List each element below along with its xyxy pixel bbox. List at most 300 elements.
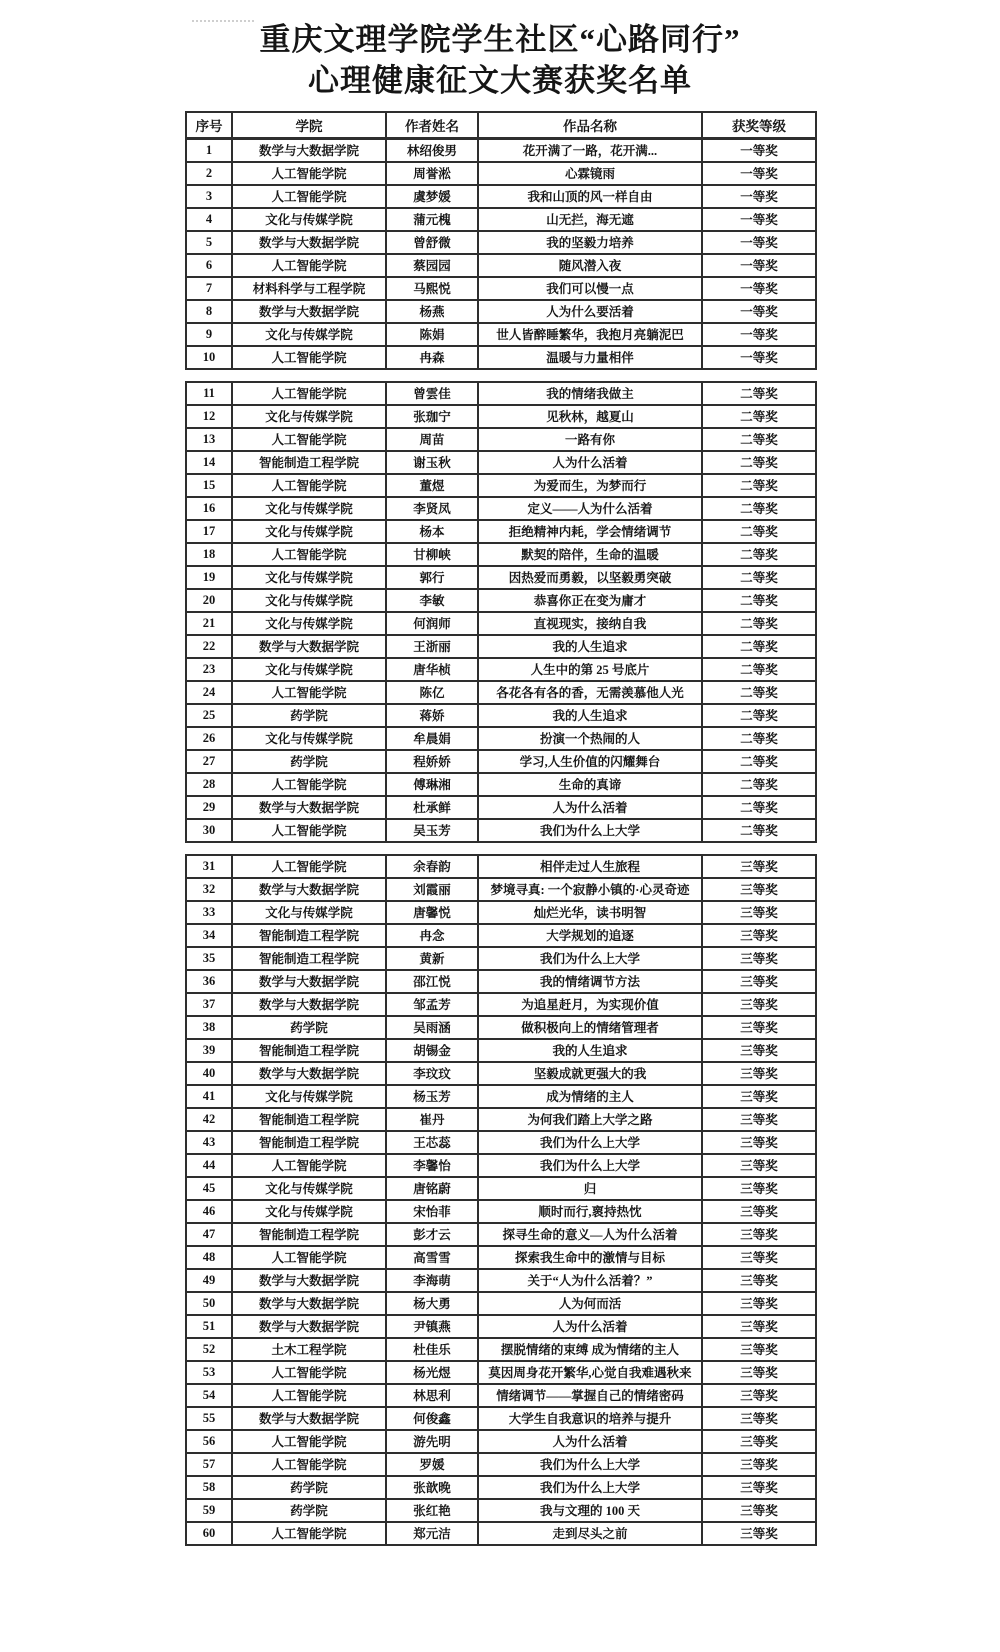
cell-college: 智能制造工程学院	[232, 924, 386, 947]
cell-author: 杨燕	[386, 300, 478, 323]
cell-college: 智能制造工程学院	[232, 451, 386, 474]
cell-college: 智能制造工程学院	[232, 947, 386, 970]
cell-award: 二等奖	[702, 773, 816, 796]
cell-college: 人工智能学院	[232, 1453, 386, 1476]
cell-title: 直视现实，接纳自我	[478, 612, 702, 635]
cell-index: 49	[186, 1269, 232, 1292]
cell-award: 三等奖	[702, 855, 816, 878]
cell-award: 三等奖	[702, 993, 816, 1016]
cell-award: 三等奖	[702, 1476, 816, 1499]
cell-college: 文化与传媒学院	[232, 323, 386, 346]
cell-college: 文化与传媒学院	[232, 901, 386, 924]
table-row	[186, 1522, 816, 1545]
cell-award: 二等奖	[702, 704, 816, 727]
table-row	[186, 185, 816, 208]
cell-award: 二等奖	[702, 796, 816, 819]
cell-award: 三等奖	[702, 1522, 816, 1545]
cell-author: 杜承鲜	[386, 796, 478, 819]
cell-author: 彭才云	[386, 1223, 478, 1246]
cell-award: 二等奖	[702, 681, 816, 704]
cell-award: 三等奖	[702, 1131, 816, 1154]
cell-award: 二等奖	[702, 566, 816, 589]
cell-college: 文化与传媒学院	[232, 208, 386, 231]
cell-index: 29	[186, 796, 232, 819]
cell-index: 5	[186, 231, 232, 254]
cell-college: 药学院	[232, 1499, 386, 1522]
table-row	[186, 346, 816, 369]
table-row	[186, 277, 816, 300]
cell-award: 二等奖	[702, 451, 816, 474]
cell-college: 文化与传媒学院	[232, 405, 386, 428]
table-row	[186, 405, 816, 428]
cell-title: 恭喜你正在变为庸才	[478, 589, 702, 612]
cell-college: 文化与传媒学院	[232, 1085, 386, 1108]
cell-author: 曾舒微	[386, 231, 478, 254]
cell-index: 7	[186, 277, 232, 300]
cell-college: 文化与传媒学院	[232, 727, 386, 750]
cell-college: 人工智能学院	[232, 474, 386, 497]
cell-author: 杨光煜	[386, 1361, 478, 1384]
cell-index: 19	[186, 566, 232, 589]
cell-author: 李贤凤	[386, 497, 478, 520]
cell-author: 刘霞丽	[386, 878, 478, 901]
cell-title: 顺时而行,褱持热忱	[478, 1200, 702, 1223]
table-row	[186, 254, 816, 277]
cell-award: 三等奖	[702, 1499, 816, 1522]
table-row	[186, 382, 816, 405]
cell-index: 34	[186, 924, 232, 947]
cell-index: 4	[186, 208, 232, 231]
cell-award: 三等奖	[702, 1292, 816, 1315]
cell-author: 李玟玟	[386, 1062, 478, 1085]
cell-author: 唐馨悦	[386, 901, 478, 924]
cell-title: 花开满了一路，花开满...	[478, 138, 702, 162]
cell-college: 数学与大数据学院	[232, 300, 386, 323]
table-row	[186, 1453, 816, 1476]
cell-index: 45	[186, 1177, 232, 1200]
cell-college: 数学与大数据学院	[232, 138, 386, 162]
cell-index: 58	[186, 1476, 232, 1499]
cell-author: 甘柳峡	[386, 543, 478, 566]
cell-award: 三等奖	[702, 947, 816, 970]
cell-title: 大学生自我意识的培养与提升	[478, 1407, 702, 1430]
cell-title: 成为情绪的主人	[478, 1085, 702, 1108]
cell-title: 情绪调节——掌握自己的情绪密码	[478, 1384, 702, 1407]
cell-index: 8	[186, 300, 232, 323]
header-cell-college: 学院	[232, 112, 386, 139]
cell-index: 20	[186, 589, 232, 612]
cell-college: 人工智能学院	[232, 382, 386, 405]
cell-author: 冉念	[386, 924, 478, 947]
cell-index: 36	[186, 970, 232, 993]
cell-college: 数学与大数据学院	[232, 970, 386, 993]
cell-award: 二等奖	[702, 750, 816, 773]
cell-author: 邵江悦	[386, 970, 478, 993]
cell-author: 马熙悦	[386, 277, 478, 300]
cell-title: 我的情绪调节方法	[478, 970, 702, 993]
cell-index: 3	[186, 185, 232, 208]
cell-title: 学习,人生价值的闪耀舞台	[478, 750, 702, 773]
cell-award: 三等奖	[702, 1338, 816, 1361]
cell-title: 一路有你	[478, 428, 702, 451]
cell-author: 蔡园园	[386, 254, 478, 277]
cell-college: 人工智能学院	[232, 185, 386, 208]
cell-author: 周苗	[386, 428, 478, 451]
table-row	[186, 658, 816, 681]
cell-award: 三等奖	[702, 1177, 816, 1200]
cell-award: 三等奖	[702, 1108, 816, 1131]
cell-author: 董煜	[386, 474, 478, 497]
cell-title: 生命的真谛	[478, 773, 702, 796]
cell-title: 走到尽头之前	[478, 1522, 702, 1545]
table-row	[186, 497, 816, 520]
cell-title: 人为什么要活着	[478, 300, 702, 323]
cell-title: 灿烂光华，读书明智	[478, 901, 702, 924]
cell-index: 26	[186, 727, 232, 750]
cell-college: 人工智能学院	[232, 855, 386, 878]
cell-award: 一等奖	[702, 162, 816, 185]
cell-title: 我的人生追求	[478, 704, 702, 727]
table-row	[186, 878, 816, 901]
cell-author: 唐铭蔚	[386, 1177, 478, 1200]
cell-award: 三等奖	[702, 1062, 816, 1085]
cell-college: 人工智能学院	[232, 543, 386, 566]
cell-index: 17	[186, 520, 232, 543]
cell-author: 何润师	[386, 612, 478, 635]
cell-index: 60	[186, 1522, 232, 1545]
cell-college: 智能制造工程学院	[232, 1039, 386, 1062]
cell-index: 52	[186, 1338, 232, 1361]
cell-author: 张红艳	[386, 1499, 478, 1522]
cell-index: 46	[186, 1200, 232, 1223]
cell-award: 二等奖	[702, 405, 816, 428]
award-table-section-3	[185, 854, 817, 1546]
table-row	[186, 138, 816, 162]
cell-author: 陈亿	[386, 681, 478, 704]
table-row	[186, 947, 816, 970]
cell-award: 二等奖	[702, 658, 816, 681]
table-row	[186, 543, 816, 566]
cell-college: 人工智能学院	[232, 1384, 386, 1407]
table-row	[186, 1361, 816, 1384]
cell-award: 三等奖	[702, 1430, 816, 1453]
award-tables	[185, 111, 815, 1546]
cell-author: 余春韵	[386, 855, 478, 878]
cell-college: 文化与传媒学院	[232, 658, 386, 681]
table-row	[186, 1476, 816, 1499]
table-row	[186, 1384, 816, 1407]
header-cell-index: 序号	[186, 112, 232, 139]
cell-index: 28	[186, 773, 232, 796]
cell-title: 为何我们踏上大学之路	[478, 1108, 702, 1131]
cell-college: 人工智能学院	[232, 681, 386, 704]
cell-index: 18	[186, 543, 232, 566]
cell-award: 二等奖	[702, 819, 816, 842]
cell-index: 1	[186, 138, 232, 162]
table-row	[186, 1062, 816, 1085]
cell-author: 林思利	[386, 1384, 478, 1407]
table-row	[186, 1338, 816, 1361]
cell-title: 我的情绪我做主	[478, 382, 702, 405]
cell-award: 三等奖	[702, 1039, 816, 1062]
cell-award: 三等奖	[702, 878, 816, 901]
cell-award: 三等奖	[702, 1361, 816, 1384]
table-row	[186, 901, 816, 924]
cell-index: 21	[186, 612, 232, 635]
table-row	[186, 162, 816, 185]
cell-title: 大学规划的追逐	[478, 924, 702, 947]
cell-index: 12	[186, 405, 232, 428]
table-row	[186, 1154, 816, 1177]
header-cell-author: 作者姓名	[386, 112, 478, 139]
cell-award: 二等奖	[702, 497, 816, 520]
cell-title: 因热爱而勇毅，以坚毅勇突破	[478, 566, 702, 589]
table-row	[186, 1016, 816, 1039]
table-row	[186, 993, 816, 1016]
cell-index: 41	[186, 1085, 232, 1108]
cell-college: 人工智能学院	[232, 1361, 386, 1384]
table-row	[186, 855, 816, 878]
cell-author: 蒋娇	[386, 704, 478, 727]
cell-title: 温暖与力量相伴	[478, 346, 702, 369]
cell-author: 李海萌	[386, 1269, 478, 1292]
cell-college: 人工智能学院	[232, 1522, 386, 1545]
table-row	[186, 1292, 816, 1315]
cell-award: 三等奖	[702, 1453, 816, 1476]
cell-college: 数学与大数据学院	[232, 878, 386, 901]
cell-title: 为追星赶月，为实现价值	[478, 993, 702, 1016]
page-title	[0, 0, 1000, 102]
cell-college: 土木工程学院	[232, 1338, 386, 1361]
cell-title: 我们可以慢一点	[478, 277, 702, 300]
cell-award: 二等奖	[702, 520, 816, 543]
cell-award: 二等奖	[702, 474, 816, 497]
cell-title: 人为什么活着	[478, 1315, 702, 1338]
cell-college: 数学与大数据学院	[232, 231, 386, 254]
cell-college: 药学院	[232, 750, 386, 773]
cell-title: 随风潜入夜	[478, 254, 702, 277]
cell-author: 崔丹	[386, 1108, 478, 1131]
cell-index: 23	[186, 658, 232, 681]
cell-author: 郭行	[386, 566, 478, 589]
cell-award: 三等奖	[702, 1407, 816, 1430]
cell-author: 林绍俊男	[386, 138, 478, 162]
table-row	[186, 1269, 816, 1292]
cell-title: 相伴走过人生旅程	[478, 855, 702, 878]
table-row	[186, 1246, 816, 1269]
cell-college: 数学与大数据学院	[232, 1062, 386, 1085]
cell-author: 王芯蕊	[386, 1131, 478, 1154]
cell-title: 我们为什么上大学	[478, 1131, 702, 1154]
cell-college: 数学与大数据学院	[232, 1407, 386, 1430]
cell-college: 数学与大数据学院	[232, 1315, 386, 1338]
cell-index: 38	[186, 1016, 232, 1039]
cell-author: 黄新	[386, 947, 478, 970]
table-row	[186, 300, 816, 323]
cell-author: 谢玉秋	[386, 451, 478, 474]
cell-college: 人工智能学院	[232, 254, 386, 277]
table-row	[186, 1223, 816, 1246]
cell-college: 文化与传媒学院	[232, 612, 386, 635]
cell-author: 吴雨涵	[386, 1016, 478, 1039]
table-row	[186, 970, 816, 993]
cell-author: 李敏	[386, 589, 478, 612]
table-row	[186, 428, 816, 451]
cell-index: 16	[186, 497, 232, 520]
cell-award: 三等奖	[702, 1246, 816, 1269]
cell-award: 一等奖	[702, 208, 816, 231]
cell-title: 人为何而活	[478, 1292, 702, 1315]
cell-college: 药学院	[232, 1476, 386, 1499]
cell-index: 50	[186, 1292, 232, 1315]
table-row	[186, 727, 816, 750]
cell-index: 30	[186, 819, 232, 842]
cell-title: 我的人生追求	[478, 635, 702, 658]
cell-index: 6	[186, 254, 232, 277]
cell-college: 人工智能学院	[232, 162, 386, 185]
page-title-line2: 心理健康征文大赛获奖名单	[308, 62, 692, 98]
cell-title: 我们为什么上大学	[478, 947, 702, 970]
cell-author: 程娇娇	[386, 750, 478, 773]
scan-artifact	[192, 20, 254, 28]
cell-index: 54	[186, 1384, 232, 1407]
cell-college: 材料科学与工程学院	[232, 277, 386, 300]
cell-award: 三等奖	[702, 1269, 816, 1292]
cell-college: 人工智能学院	[232, 1154, 386, 1177]
table-row	[186, 796, 816, 819]
cell-award: 三等奖	[702, 924, 816, 947]
cell-award: 一等奖	[702, 185, 816, 208]
cell-author: 杜佳乐	[386, 1338, 478, 1361]
cell-title: 心霖镜雨	[478, 162, 702, 185]
cell-index: 42	[186, 1108, 232, 1131]
table-row	[186, 1177, 816, 1200]
cell-award: 一等奖	[702, 231, 816, 254]
cell-college: 数学与大数据学院	[232, 796, 386, 819]
page-title-line1: 重庆文理学院学生社区“心路同行”	[259, 22, 741, 57]
cell-index: 11	[186, 382, 232, 405]
table-row	[186, 1407, 816, 1430]
cell-author: 唐华桢	[386, 658, 478, 681]
cell-college: 药学院	[232, 704, 386, 727]
table-row	[186, 1108, 816, 1131]
cell-award: 一等奖	[702, 254, 816, 277]
table-row	[186, 231, 816, 254]
cell-college: 文化与传媒学院	[232, 589, 386, 612]
table-row	[186, 1315, 816, 1338]
cell-index: 39	[186, 1039, 232, 1062]
cell-author: 李馨怡	[386, 1154, 478, 1177]
cell-index: 53	[186, 1361, 232, 1384]
table-row	[186, 1085, 816, 1108]
table-row	[186, 681, 816, 704]
cell-index: 32	[186, 878, 232, 901]
cell-index: 59	[186, 1499, 232, 1522]
cell-index: 48	[186, 1246, 232, 1269]
cell-index: 56	[186, 1430, 232, 1453]
cell-award: 三等奖	[702, 1200, 816, 1223]
cell-author: 张歆晚	[386, 1476, 478, 1499]
cell-author: 曾雲佳	[386, 382, 478, 405]
table-row	[186, 704, 816, 727]
table-row	[186, 924, 816, 947]
cell-title: 莫因周身花开繁华,心觉自我难遇秋来	[478, 1361, 702, 1384]
header-cell-award: 获奖等级	[702, 112, 816, 139]
cell-college: 人工智能学院	[232, 1246, 386, 1269]
cell-author: 杨玉芳	[386, 1085, 478, 1108]
cell-college: 数学与大数据学院	[232, 635, 386, 658]
cell-award: 一等奖	[702, 300, 816, 323]
cell-index: 31	[186, 855, 232, 878]
cell-college: 文化与传媒学院	[232, 520, 386, 543]
cell-author: 傅琳湘	[386, 773, 478, 796]
cell-award: 一等奖	[702, 138, 816, 162]
cell-title: 归	[478, 1177, 702, 1200]
cell-author: 王浙丽	[386, 635, 478, 658]
cell-index: 55	[186, 1407, 232, 1430]
cell-college: 人工智能学院	[232, 346, 386, 369]
cell-index: 47	[186, 1223, 232, 1246]
cell-college: 数学与大数据学院	[232, 1292, 386, 1315]
cell-index: 57	[186, 1453, 232, 1476]
cell-award: 三等奖	[702, 1085, 816, 1108]
cell-award: 二等奖	[702, 428, 816, 451]
table-row	[186, 566, 816, 589]
table-row	[186, 612, 816, 635]
cell-title: 人为什么活着	[478, 1430, 702, 1453]
cell-college: 数学与大数据学院	[232, 1269, 386, 1292]
cell-index: 22	[186, 635, 232, 658]
cell-title: 世人皆醉睡繁华，我抱月亮躺泥巴	[478, 323, 702, 346]
cell-title: 各花各有各的香，无需羡慕他人光	[478, 681, 702, 704]
table-row	[186, 208, 816, 231]
cell-award: 一等奖	[702, 277, 816, 300]
cell-title: 关于“人为什么活着？”	[478, 1269, 702, 1292]
table-row	[186, 323, 816, 346]
cell-author: 吴玉芳	[386, 819, 478, 842]
cell-author: 尹镇燕	[386, 1315, 478, 1338]
cell-college: 药学院	[232, 1016, 386, 1039]
cell-index: 13	[186, 428, 232, 451]
cell-college: 智能制造工程学院	[232, 1131, 386, 1154]
cell-title: 我们为什么上大学	[478, 1453, 702, 1476]
cell-index: 40	[186, 1062, 232, 1085]
cell-college: 文化与传媒学院	[232, 566, 386, 589]
cell-title: 我们为什么上大学	[478, 1154, 702, 1177]
cell-index: 2	[186, 162, 232, 185]
cell-index: 37	[186, 993, 232, 1016]
cell-title: 探寻生命的意义—人为什么活着	[478, 1223, 702, 1246]
cell-title: 人生中的第 25 号底片	[478, 658, 702, 681]
cell-author: 邹孟芳	[386, 993, 478, 1016]
cell-award: 三等奖	[702, 1223, 816, 1246]
table-row	[186, 1499, 816, 1522]
cell-title: 做积极向上的情绪管理者	[478, 1016, 702, 1039]
cell-index: 15	[186, 474, 232, 497]
cell-title: 见秋林，越夏山	[478, 405, 702, 428]
cell-title: 我们为什么上大学	[478, 1476, 702, 1499]
cell-index: 14	[186, 451, 232, 474]
table-row	[186, 520, 816, 543]
cell-index: 10	[186, 346, 232, 369]
cell-index: 24	[186, 681, 232, 704]
cell-index: 25	[186, 704, 232, 727]
cell-college: 文化与传媒学院	[232, 1200, 386, 1223]
cell-index: 51	[186, 1315, 232, 1338]
cell-author: 郑元洁	[386, 1522, 478, 1545]
cell-college: 人工智能学院	[232, 773, 386, 796]
cell-award: 二等奖	[702, 589, 816, 612]
